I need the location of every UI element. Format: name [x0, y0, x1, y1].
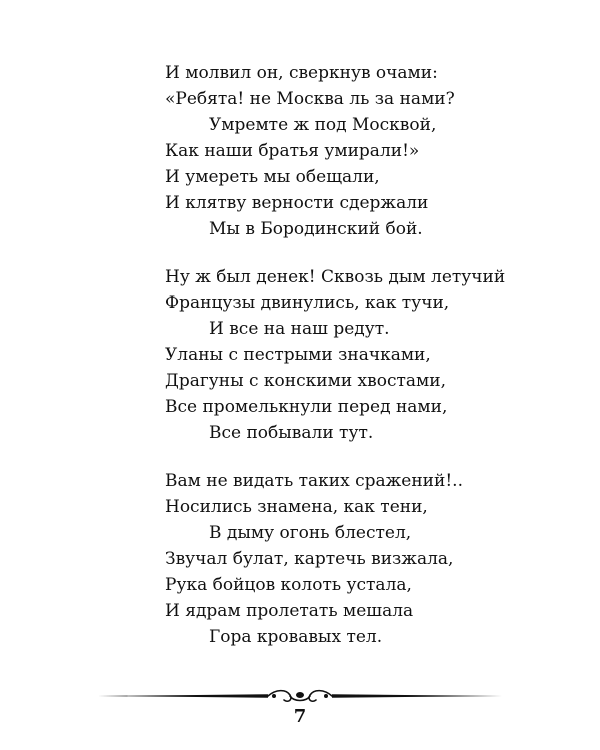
stanza-3	[165, 468, 565, 650]
poem-line: В дыму огонь блестел,	[209, 523, 412, 543]
poem-line: И все на наш редут.	[209, 319, 390, 339]
poem-line: Носились знамена, как тени,	[165, 497, 428, 517]
poem-line: Ну ж был денек! Сквозь дым летучий	[165, 267, 506, 287]
poem-line: Драгуны с конскими хвостами,	[165, 371, 446, 391]
poem-line: И клятву верности сдержали	[165, 193, 429, 213]
stanza-1	[165, 60, 565, 242]
page-number: 7	[293, 706, 307, 727]
poem-line: Уланы с пестрыми значками,	[165, 345, 431, 365]
poem-line: И умереть мы обещали,	[165, 167, 380, 187]
poem-line: Мы в Бородинский бой.	[209, 219, 423, 239]
poem-line: Умремте ж под Москвой,	[209, 115, 437, 135]
poem-line: Вам не видать таких сражений!..	[165, 471, 463, 491]
poem-line: Как наши братья умирали!»	[165, 141, 420, 161]
poem-line: И ядрам пролетать мешала	[165, 601, 414, 621]
poem-line: Все побывали тут.	[209, 423, 374, 443]
poem-body	[165, 60, 565, 672]
poem-line: Все промелькнули перед нами,	[165, 397, 448, 417]
poem-line: Французы двинулись, как тучи,	[165, 293, 450, 313]
poem-line: «Ребята! не Москва ль за нами?	[165, 89, 455, 109]
ornament-divider	[98, 686, 502, 706]
poem-line: Гора кровавых тел.	[209, 627, 383, 647]
poem-line: Звучал булат, картечь визжала,	[165, 549, 454, 569]
stanza-2	[165, 264, 565, 446]
poem-line: И молвил он, сверкнув очами:	[165, 63, 438, 83]
poem-line: Рука бойцов колоть устала,	[165, 575, 412, 595]
